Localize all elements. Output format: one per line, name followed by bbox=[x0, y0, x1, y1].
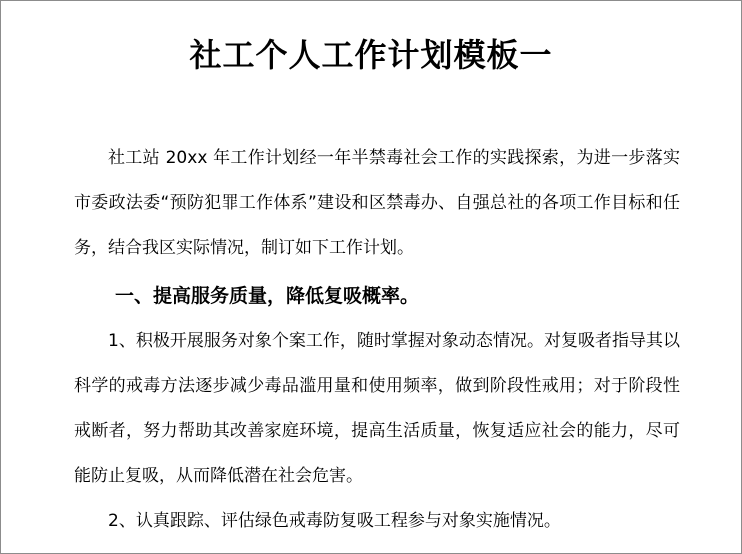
document-title: 社工个人工作计划模板一 bbox=[189, 36, 553, 74]
item-paragraph-1: 1、积极开展服务对象个案工作，随时掌握对象动态情况。对复吸者指导其以科学的戒毒方法逐步减少毒品滥用量和使用频率，做到阶段性戒用；对于阶段性戒断者，努力帮助其改善家庭环境，提高生活质量，恢复适应社会的能力，尽可能防止复吸，从而降低潜在社会危害。 bbox=[74, 331, 680, 486]
intro-paragraph: 社工站 20xx 年工作计划经一年半禁毒社会工作的实践探索，为进一步落实市委政法委“预防犯罪工作体系”建设和区禁毒办、自强总社的各项工作目标和任务，结合我区实际情况，制订如下工作计划。 bbox=[74, 148, 680, 258]
item-paragraph-2: 2、认真跟踪、评估绿色戒毒防复吸工程参与对象实施情况。 bbox=[108, 511, 561, 531]
section-heading-1: 一、提高服务质量，降低复吸概率。 bbox=[115, 285, 420, 307]
